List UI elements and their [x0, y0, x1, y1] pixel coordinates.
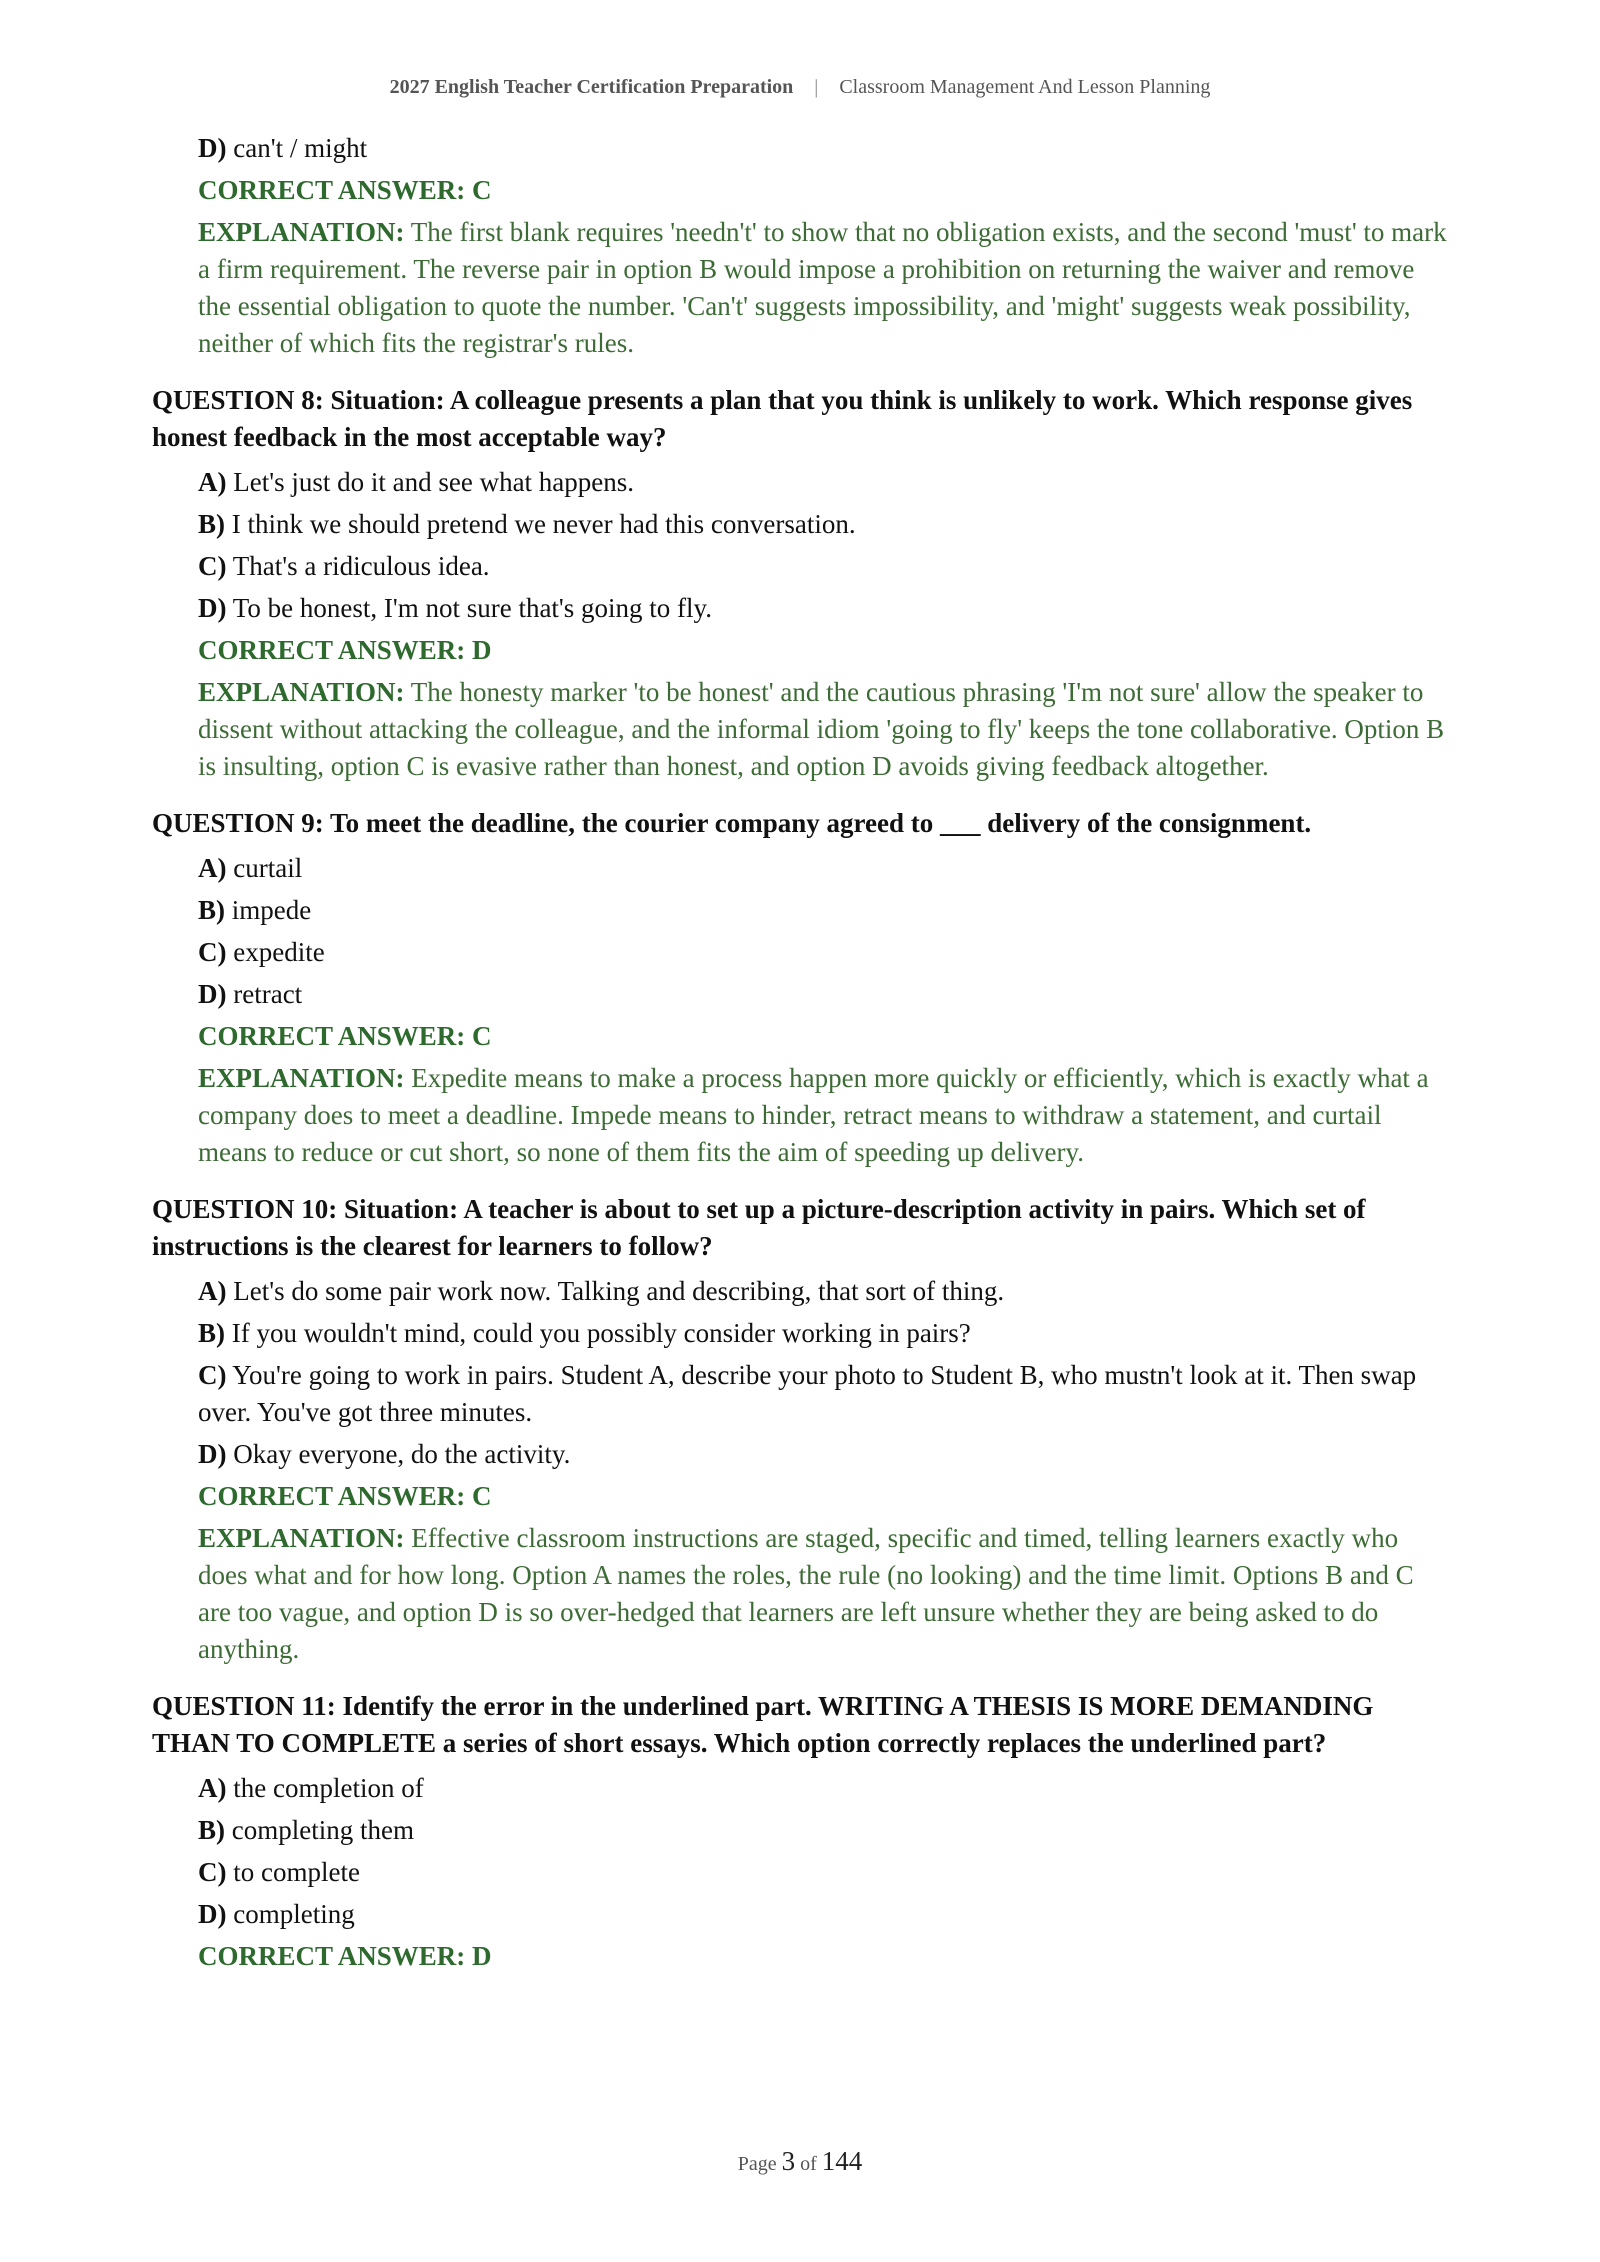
- explanation: [198, 214, 1452, 362]
- explanation-text: The honesty marker 'to be honest' and the cautious phrasing 'I'm not sure' allow the speaker to dissent without attacking the colleague, and the informal idiom 'going to fly' keeps the tone collaborative. Option B is insulting, option C is evasive rather than honest, and option D avoids giving feedback altogether.: [198, 677, 1445, 781]
- explanation-label: EXPLANATION:: [198, 1523, 405, 1553]
- of-label: of: [800, 2153, 817, 2175]
- page-header: [0, 76, 1600, 99]
- option-item: [198, 130, 1452, 167]
- option-text: To be honest, I'm not sure that's going to fly.: [232, 593, 713, 623]
- option-text: I think we should pretend we never had this conversation.: [231, 509, 856, 539]
- explanation-label: EXPLANATION:: [198, 217, 405, 247]
- option-item: [198, 1812, 1452, 1849]
- explanation-label: EXPLANATION:: [198, 1063, 405, 1093]
- total-pages: 144: [821, 2146, 863, 2176]
- option-item: [198, 1357, 1452, 1431]
- option-item: [198, 934, 1452, 971]
- option-text: impede: [231, 895, 312, 925]
- option-text: curtail: [233, 853, 303, 883]
- option-list: [198, 1273, 1452, 1473]
- option-letter: D): [198, 1899, 227, 1929]
- option-item: [198, 548, 1452, 585]
- option-text: Okay everyone, do the activity.: [233, 1439, 571, 1469]
- option-letter: A): [198, 1276, 227, 1306]
- question-text: QUESTION 8: Situation: A colleague presents a plan that you think is unlikely to work. Which response gives honest feedback in the most acceptable way?: [152, 385, 1413, 452]
- question-11-block: [152, 1688, 1452, 1975]
- explanation-text: Effective classroom instructions are staged, specific and timed, telling learners exactly who does what and for how long. Option A names the roles, the rule (no looking) and the time limit. Options B and C are too vague, and option D is so over-hedged that learners are left unsure whether they are being asked to do anything.: [198, 1523, 1414, 1664]
- question-10-block: [152, 1191, 1452, 1668]
- option-text: Let's just do it and see what happens.: [233, 467, 635, 497]
- answer-block: [198, 1018, 1452, 1171]
- option-item: [198, 1436, 1452, 1473]
- option-text: retract: [233, 979, 303, 1009]
- option-letter: A): [198, 1773, 227, 1803]
- correct-answer: CORRECT ANSWER: C: [198, 1481, 492, 1511]
- option-letter: B): [198, 1815, 225, 1845]
- header-subtitle: Classroom Management And Lesson Planning: [839, 76, 1211, 98]
- page-content: [152, 130, 1452, 1980]
- correct-answer: CORRECT ANSWER: D: [198, 635, 492, 665]
- option-item: [198, 1896, 1452, 1933]
- header-title: 2027 English Teacher Certification Preparation: [389, 76, 794, 98]
- option-item: [198, 850, 1452, 887]
- question-7-tail: [152, 130, 1452, 362]
- option-item: [198, 590, 1452, 627]
- page-label: Page: [737, 2153, 777, 2175]
- option-letter: B): [198, 509, 225, 539]
- question-text: QUESTION 11: Identify the error in the underlined part. WRITING A THESIS IS MORE DEMANDING THAN TO COMPLETE a series of short essays. Which option correctly replaces the underlined part?: [152, 1691, 1374, 1758]
- correct-answer: CORRECT ANSWER: C: [198, 175, 492, 205]
- option-letter: C): [198, 1360, 227, 1390]
- correct-answer: CORRECT ANSWER: D: [198, 1941, 492, 1971]
- option-letter: A): [198, 467, 227, 497]
- explanation-label: EXPLANATION:: [198, 677, 405, 707]
- option-text: to complete: [233, 1857, 360, 1887]
- option-letter: D): [198, 979, 227, 1009]
- explanation: [198, 1060, 1452, 1171]
- option-item: [198, 1273, 1452, 1310]
- option-item: [198, 892, 1452, 929]
- page-number: 3: [781, 2146, 796, 2176]
- question-9-block: [152, 805, 1452, 1171]
- option-item: [198, 1315, 1452, 1352]
- option-text: Let's do some pair work now. Talking and describing, that sort of thing.: [233, 1276, 1005, 1306]
- option-letter: A): [198, 853, 227, 883]
- correct-answer: CORRECT ANSWER: C: [198, 1021, 492, 1051]
- explanation: [198, 1520, 1452, 1668]
- answer-block: [198, 172, 1452, 362]
- explanation-text: Expedite means to make a process happen more quickly or efficiently, which is exactly what a company does to meet a deadline. Impede means to hinder, retract means to withdraw a statement, and curtail means to reduce or cut short, so none of them fits the aim of speeding up delivery.: [198, 1063, 1429, 1167]
- option-letter: B): [198, 895, 225, 925]
- option-text: completing them: [231, 1815, 414, 1845]
- option-letter: B): [198, 1318, 225, 1348]
- option-text: If you wouldn't mind, could you possibly consider working in pairs?: [231, 1318, 971, 1348]
- question-text: QUESTION 10: Situation: A teacher is about to set up a picture-description activity in pairs. Which set of instructions is the clearest for learners to follow?: [152, 1194, 1366, 1261]
- header-separator: |: [814, 76, 819, 98]
- option-letter: C): [198, 937, 227, 967]
- option-item: [198, 976, 1452, 1013]
- explanation: [198, 674, 1452, 785]
- option-list: [198, 1770, 1452, 1933]
- answer-block: [198, 1938, 1452, 1975]
- option-list: [198, 850, 1452, 1013]
- answer-block: [198, 1478, 1452, 1668]
- option-text: the completion of: [233, 1773, 424, 1803]
- option-letter: D): [198, 1439, 227, 1469]
- explanation-text: The first blank requires 'needn't' to show that no obligation exists, and the second 'must' to mark a firm requirement. The reverse pair in option B would impose a prohibition on returning the waiver and remove the essential obligation to quote the number. 'Can't' suggests impossibility, and 'might' suggests weak possibility, neither of which fits the registrar's rules.: [198, 217, 1447, 358]
- option-text: expedite: [233, 937, 325, 967]
- option-text: You're going to work in pairs. Student A, describe your photo to Student B, who mustn't look at it. Then swap over. You've got three minutes.: [198, 1360, 1417, 1427]
- page-footer: [0, 2146, 1600, 2177]
- option-letter: C): [198, 1857, 227, 1887]
- option-text: can't / might: [233, 133, 368, 163]
- option-item: [198, 506, 1452, 543]
- option-item: [198, 1854, 1452, 1891]
- question-8-block: [152, 382, 1452, 785]
- option-letter: D): [198, 593, 227, 623]
- option-letter: C): [198, 551, 227, 581]
- option-list: [198, 130, 1452, 167]
- option-text: completing: [233, 1899, 355, 1929]
- question-text: QUESTION 9: To meet the deadline, the courier company agreed to ___ delivery of the consignment.: [152, 808, 1312, 838]
- answer-block: [198, 632, 1452, 785]
- option-letter: D): [198, 133, 227, 163]
- option-text: That's a ridiculous idea.: [232, 551, 490, 581]
- option-list: [198, 464, 1452, 627]
- option-item: [198, 1770, 1452, 1807]
- option-item: [198, 464, 1452, 501]
